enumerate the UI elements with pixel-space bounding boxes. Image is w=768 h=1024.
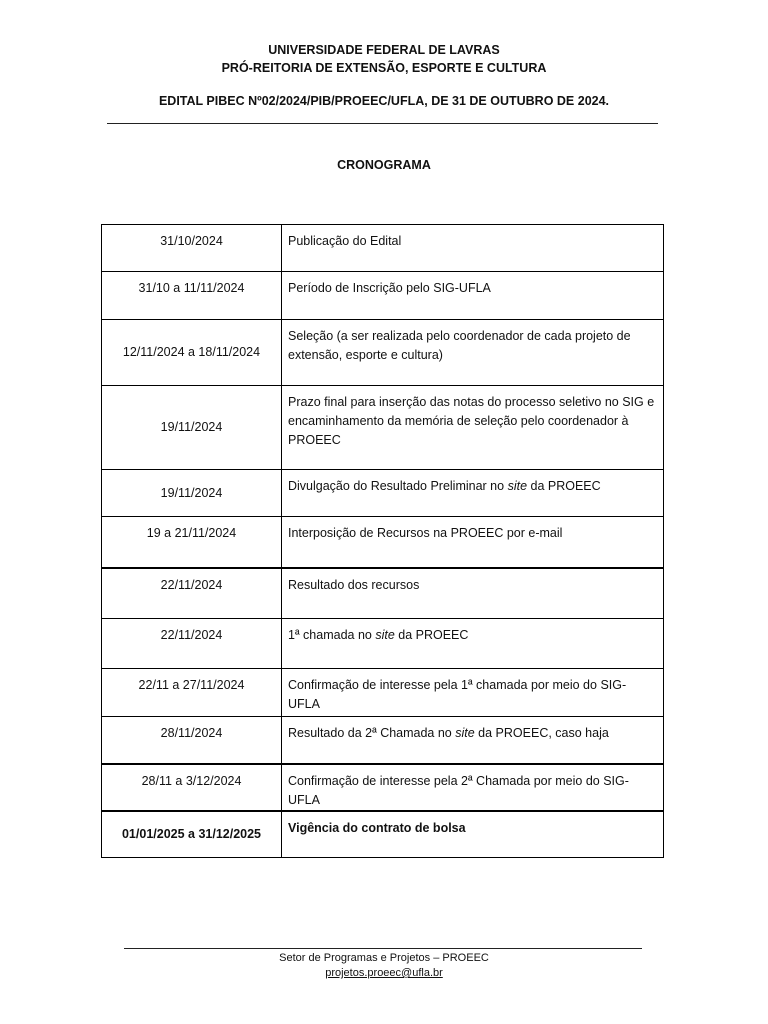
table-row xyxy=(102,517,664,568)
footer-email-line xyxy=(0,967,768,979)
table-row xyxy=(102,717,664,764)
footer-email-link[interactable]: projetos.proeec@ufla.br xyxy=(325,967,443,979)
row-description: Resultado dos recursos xyxy=(282,568,664,619)
row-date: 22/11 a 27/11/2024 xyxy=(102,669,282,717)
row-date: 22/11/2024 xyxy=(102,568,282,619)
table-row xyxy=(102,568,664,619)
row-date: 28/11 a 3/12/2024 xyxy=(102,764,282,811)
table-row xyxy=(102,272,664,320)
row-description: Confirmação de interesse pela 2ª Chamada por meio do SIG-UFLA xyxy=(282,764,664,811)
table-row xyxy=(102,320,664,386)
row-description: Divulgação do Resultado Preliminar no site da PROEEC xyxy=(282,470,664,517)
table-row xyxy=(102,811,664,858)
row-description: Interposição de Recursos na PROEEC por e-mail xyxy=(282,517,664,568)
row-date: 19/11/2024 xyxy=(102,470,282,517)
table-row xyxy=(102,764,664,811)
table-row xyxy=(102,669,664,717)
row-description: Prazo final para inserção das notas do processo seletivo no SIG e encaminhamento da memória de seleção pelo coordenador à PROEEC xyxy=(282,386,664,470)
dean-office-name: PRÓ-REITORIA DE EXTENSÃO, ESPORTE E CULTURA xyxy=(221,61,547,75)
university-name: UNIVERSIDADE FEDERAL DE LAVRAS xyxy=(268,43,500,57)
table-row xyxy=(102,386,664,470)
row-description: Publicação do Edital xyxy=(282,225,664,272)
row-description: Seleção (a ser realizada pelo coordenador de cada projeto de extensão, esporte e cultura) xyxy=(282,320,664,386)
footer-divider xyxy=(124,948,642,949)
section-title: CRONOGRAMA xyxy=(337,158,431,172)
row-date: 28/11/2024 xyxy=(102,717,282,764)
table-row xyxy=(102,225,664,272)
row-description: Vigência do contrato de bolsa xyxy=(282,811,664,858)
table-row xyxy=(102,619,664,669)
row-date: 12/11/2024 a 18/11/2024 xyxy=(102,320,282,386)
row-date: 19 a 21/11/2024 xyxy=(102,517,282,568)
schedule-table xyxy=(101,224,664,858)
row-date: 31/10 a 11/11/2024 xyxy=(102,272,282,320)
row-date: 19/11/2024 xyxy=(102,386,282,470)
edict-title: EDITAL PIBEC Nº02/2024/PIB/PROEEC/UFLA, DE 31 DE OUTUBRO DE 2024. xyxy=(158,94,610,108)
footer-sector: Setor de Programas e Projetos – PROEEC xyxy=(279,952,489,964)
header-divider xyxy=(107,123,658,124)
row-date: 01/01/2025 a 31/12/2025 xyxy=(102,811,282,858)
row-description: Período de Inscrição pelo SIG-UFLA xyxy=(282,272,664,320)
row-date: 31/10/2024 xyxy=(102,225,282,272)
row-description: 1ª chamada no site da PROEEC xyxy=(282,619,664,669)
row-description: Confirmação de interesse pela 1ª chamada por meio do SIG-UFLA xyxy=(282,669,664,717)
row-date: 22/11/2024 xyxy=(102,619,282,669)
row-description: Resultado da 2ª Chamada no site da PROEEC, caso haja xyxy=(282,717,664,764)
table-row xyxy=(102,470,664,517)
